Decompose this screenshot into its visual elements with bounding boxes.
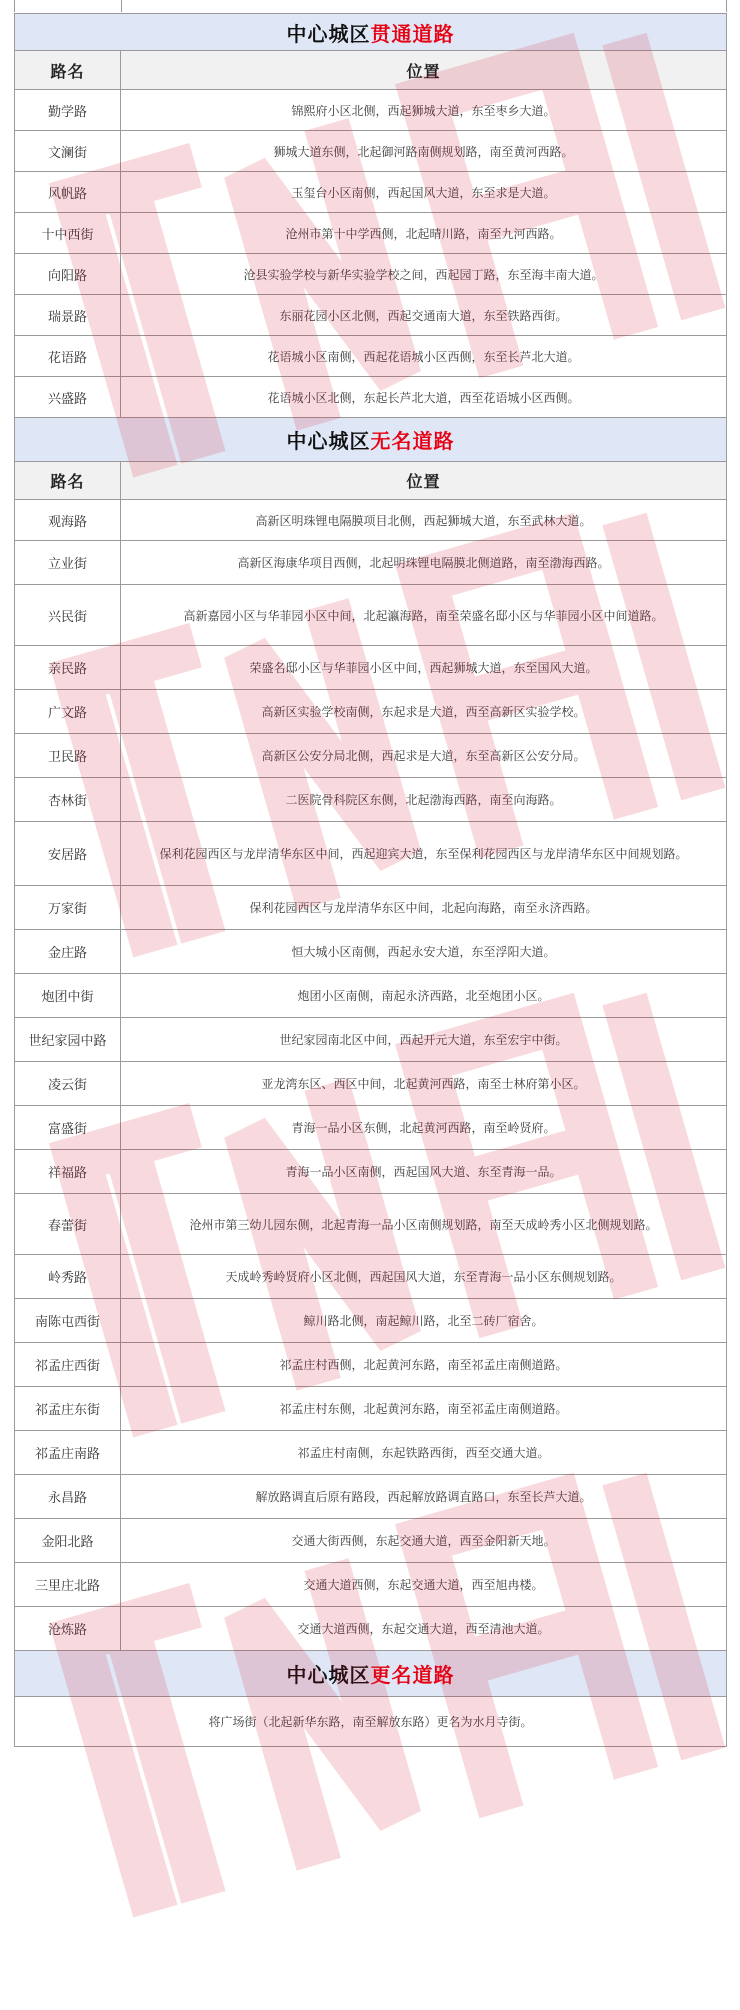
road-location: 亚龙湾东区、西区中间，北起黄河西路，南至士林府第小区。 bbox=[121, 1062, 727, 1106]
table-row bbox=[15, 1255, 727, 1299]
column-header-location: 位置 bbox=[121, 51, 727, 90]
road-location: 花语城小区北侧，东起长芦北大道，西至花语城小区西侧。 bbox=[121, 377, 727, 418]
section-title-prefix: 中心城区 bbox=[286, 21, 371, 46]
section-title bbox=[15, 418, 727, 462]
road-name: 文澜街 bbox=[15, 131, 121, 172]
section-title-row-through-roads bbox=[15, 14, 727, 51]
road-name: 沧炼路 bbox=[15, 1607, 121, 1651]
table-row bbox=[15, 1475, 727, 1519]
table-row bbox=[15, 541, 727, 585]
road-name: 观海路 bbox=[15, 500, 121, 541]
section-title bbox=[15, 1651, 727, 1697]
table-row bbox=[15, 295, 727, 336]
road-name: 金庄路 bbox=[15, 930, 121, 974]
road-name: 立业街 bbox=[15, 541, 121, 585]
rename-note: 将广场街（北起新华东路，南至解放东路）更名为水月寺街。 bbox=[15, 1697, 727, 1747]
road-location: 世纪家园南北区中间，西起开元大道，东至宏宇中街。 bbox=[121, 1018, 727, 1062]
road-name: 卫民路 bbox=[15, 734, 121, 778]
table-row bbox=[15, 1299, 727, 1343]
road-location: 保利花园西区与龙岸清华东区中间，西起迎宾大道，东至保利花园西区与龙岸清华东区中间规划路。 bbox=[121, 822, 727, 886]
section-title-prefix: 中心城区 bbox=[286, 1663, 371, 1687]
table-row bbox=[15, 1519, 727, 1563]
table-row bbox=[15, 131, 727, 172]
previous-table-edge bbox=[0, 0, 740, 13]
road-name: 风帆路 bbox=[15, 172, 121, 213]
table-row bbox=[15, 734, 727, 778]
table-row bbox=[15, 336, 727, 377]
road-name: 祁孟庄南路 bbox=[15, 1431, 121, 1475]
table-row bbox=[15, 886, 727, 930]
road-location: 保利花园西区与龙岸清华东区中间，北起向海路，南至永济西路。 bbox=[121, 886, 727, 930]
column-header-road-name: 路名 bbox=[15, 462, 121, 500]
previous-table-edge-cell bbox=[121, 0, 727, 12]
table-row bbox=[15, 1607, 727, 1651]
road-name: 向阳路 bbox=[15, 254, 121, 295]
road-location: 沧州市第十中学西侧，北起晴川路，南至九河西路。 bbox=[121, 213, 727, 254]
road-name: 祁孟庄东街 bbox=[15, 1387, 121, 1431]
table-row bbox=[15, 1387, 727, 1431]
road-location: 高新区公安分局北侧，西起求是大道，东至高新区公安分局。 bbox=[121, 734, 727, 778]
section-title-prefix: 中心城区 bbox=[286, 429, 371, 453]
table-row bbox=[15, 377, 727, 418]
road-location: 祁孟庄村南侧，东起铁路西街，西至交通大道。 bbox=[121, 1431, 727, 1475]
road-location: 二医院骨科院区东侧，北起渤海西路，南至向海路。 bbox=[121, 778, 727, 822]
road-location: 鲸川路北侧，南起鲸川路，北至二砖厂宿舍。 bbox=[121, 1299, 727, 1343]
road-name: 瑞景路 bbox=[15, 295, 121, 336]
table-row bbox=[15, 646, 727, 690]
table-row bbox=[15, 1150, 727, 1194]
road-location: 祁孟庄村东侧，北起黄河东路，南至祁孟庄南侧道路。 bbox=[121, 1387, 727, 1431]
road-name: 广文路 bbox=[15, 690, 121, 734]
road-name: 万家街 bbox=[15, 886, 121, 930]
table-row bbox=[15, 213, 727, 254]
road-location: 荣盛名邸小区与华菲园小区中间，西起狮城大道，东至国风大道。 bbox=[121, 646, 727, 690]
road-name: 富盛街 bbox=[15, 1106, 121, 1150]
table-row bbox=[15, 172, 727, 213]
road-location: 恒大城小区南侧，西起永安大道，东至浮阳大道。 bbox=[121, 930, 727, 974]
road-location: 青海一品小区南侧，西起国风大道、东至青海一品。 bbox=[121, 1150, 727, 1194]
section-title bbox=[15, 14, 727, 51]
road-name: 三里庄北路 bbox=[15, 1563, 121, 1607]
road-name: 炮团中街 bbox=[15, 974, 121, 1018]
road-name: 金阳北路 bbox=[15, 1519, 121, 1563]
table-row bbox=[15, 1431, 727, 1475]
table-row bbox=[15, 1062, 727, 1106]
table-row bbox=[15, 690, 727, 734]
table-header-row bbox=[15, 462, 727, 500]
road-name: 祁孟庄西街 bbox=[15, 1343, 121, 1387]
table-row bbox=[15, 1018, 727, 1062]
table-row bbox=[15, 1343, 727, 1387]
table-row bbox=[15, 1194, 727, 1255]
road-location: 交通大街西侧，东起交通大道，西至金阳新天地。 bbox=[121, 1519, 727, 1563]
road-name: 世纪家园中路 bbox=[15, 1018, 121, 1062]
road-location: 解放路调直后原有路段，西起解放路调直路口，东至长芦大道。 bbox=[121, 1475, 727, 1519]
road-name: 祥福路 bbox=[15, 1150, 121, 1194]
column-header-location: 位置 bbox=[121, 462, 727, 500]
road-location: 祁孟庄村西侧，北起黄河东路，南至祁孟庄南侧道路。 bbox=[121, 1343, 727, 1387]
road-naming-table bbox=[14, 13, 727, 1747]
table-header-row bbox=[15, 51, 727, 90]
road-location: 交通大道西侧，东起交通大道，西至清池大道。 bbox=[121, 1607, 727, 1651]
road-location: 高新区海康华项目西侧，北起明珠锂电隔膜北侧道路，南至渤海西路。 bbox=[121, 541, 727, 585]
section-title-row-unnamed-roads bbox=[15, 418, 727, 462]
table-row bbox=[15, 500, 727, 541]
road-location: 花语城小区南侧，西起花语城小区西侧，东至长芦北大道。 bbox=[121, 336, 727, 377]
road-name: 兴盛路 bbox=[15, 377, 121, 418]
road-location: 高新嘉园小区与华菲园小区中间，北起瀛海路，南至荣盛名邸小区与华菲园小区中间道路。 bbox=[121, 585, 727, 646]
road-name: 凌云街 bbox=[15, 1062, 121, 1106]
road-location: 炮团小区南侧，南起永济西路，北至炮团小区。 bbox=[121, 974, 727, 1018]
road-location: 玉玺台小区南侧，西起国风大道，东至求是大道。 bbox=[121, 172, 727, 213]
road-name: 勤学路 bbox=[15, 90, 121, 131]
road-name: 安居路 bbox=[15, 822, 121, 886]
road-location: 沧县实验学校与新华实验学校之间，西起园丁路，东至海丰南大道。 bbox=[121, 254, 727, 295]
section-title-highlight: 贯通道路 bbox=[370, 21, 455, 46]
road-location: 青海一品小区东侧，北起黄河西路，南至岭贤府。 bbox=[121, 1106, 727, 1150]
road-name: 花语路 bbox=[15, 336, 121, 377]
road-location: 高新区明珠锂电隔膜项目北侧，西起狮城大道，东至武林大道。 bbox=[121, 500, 727, 541]
table-row bbox=[15, 822, 727, 886]
road-location: 交通大道西侧，东起交通大道，西至旭冉楼。 bbox=[121, 1563, 727, 1607]
road-name: 兴民街 bbox=[15, 585, 121, 646]
section-title-highlight: 更名道路 bbox=[370, 1663, 455, 1687]
road-name: 南陈屯西街 bbox=[15, 1299, 121, 1343]
previous-table-edge-cell bbox=[14, 0, 122, 12]
table-row bbox=[15, 90, 727, 131]
road-location: 东丽花园小区北侧，西起交通南大道，东至铁路西街。 bbox=[121, 295, 727, 336]
table-row bbox=[15, 254, 727, 295]
section-title-row-renamed-roads bbox=[15, 1651, 727, 1697]
road-name: 亲民路 bbox=[15, 646, 121, 690]
road-location: 沧州市第三幼儿园东侧，北起青海一品小区南侧规划路，南至天成岭秀小区北侧规划路。 bbox=[121, 1194, 727, 1255]
road-name: 春蕾街 bbox=[15, 1194, 121, 1255]
road-name: 永昌路 bbox=[15, 1475, 121, 1519]
table-row bbox=[15, 930, 727, 974]
road-name: 杏林街 bbox=[15, 778, 121, 822]
table-row bbox=[15, 778, 727, 822]
table-row bbox=[15, 974, 727, 1018]
road-name: 十中西街 bbox=[15, 213, 121, 254]
road-location: 天成岭秀岭贤府小区北侧，西起国风大道，东至青海一品小区东侧规划路。 bbox=[121, 1255, 727, 1299]
section-title-highlight: 无名道路 bbox=[370, 429, 455, 453]
road-location: 高新区实验学校南侧，东起求是大道，西至高新区实验学校。 bbox=[121, 690, 727, 734]
road-name: 岭秀路 bbox=[15, 1255, 121, 1299]
table-row bbox=[15, 585, 727, 646]
road-location: 锦熙府小区北侧，西起狮城大道，东至枣乡大道。 bbox=[121, 90, 727, 131]
column-header-road-name: 路名 bbox=[15, 51, 121, 90]
table-row bbox=[15, 1563, 727, 1607]
table-row bbox=[15, 1106, 727, 1150]
road-location: 狮城大道东侧，北起御河路南侧规划路，南至黄河西路。 bbox=[121, 131, 727, 172]
rename-note-row bbox=[15, 1697, 727, 1747]
